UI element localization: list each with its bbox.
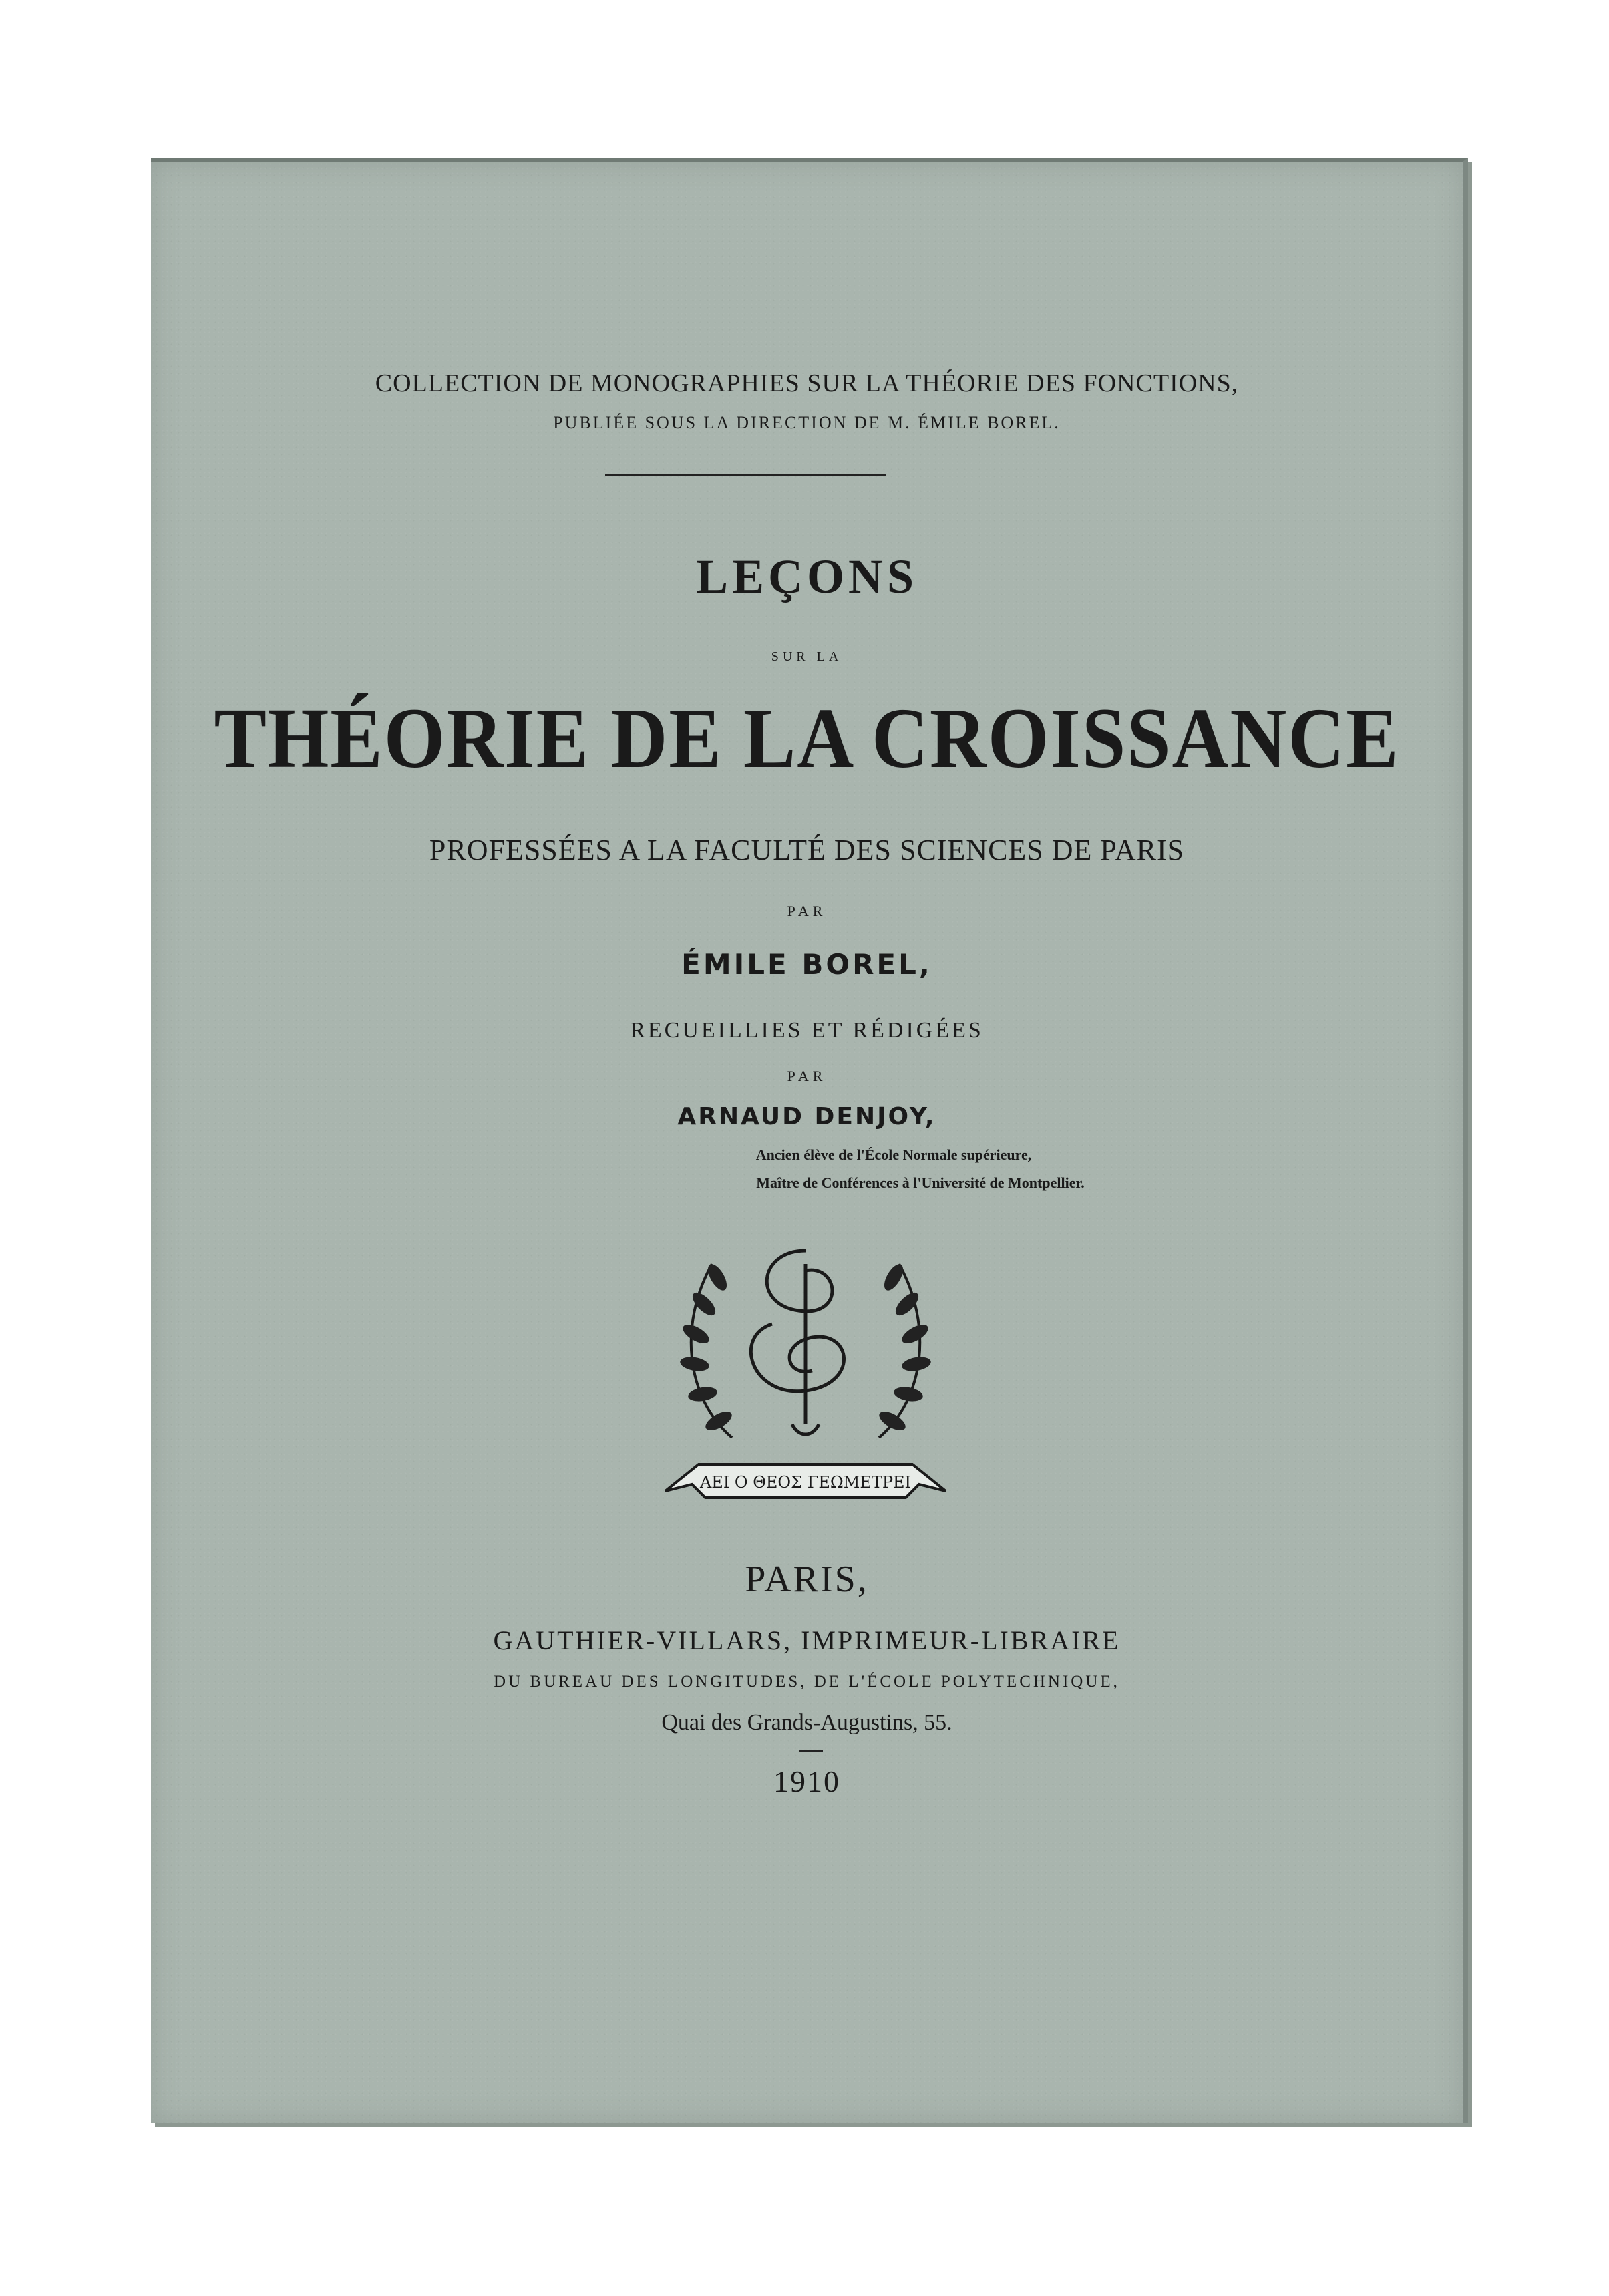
publisher-address: Quai des Grands-Augustins, 55. — [661, 1710, 952, 1735]
editor-note-1: Ancien élève de l'École Normale supérieure, — [755, 1146, 1032, 1163]
publisher-name: GAUTHIER-VILLARS, IMPRIMEUR-LIBRAIRE — [493, 1625, 1121, 1655]
series-line-2: PUBLIÉE SOUS LA DIRECTION DE M. ÉMILE BOREL. — [553, 413, 1061, 432]
series-line-1: COLLECTION DE MONOGRAPHIES SUR LA THÉORIE DES FONCTIONS, — [375, 369, 1239, 397]
main-title: THÉORIE DE LA CROISSANCE — [214, 691, 1400, 786]
title-top: LEÇONS — [695, 550, 918, 603]
subtitle: PROFESSÉES A LA FACULTÉ DES SCIENCES DE PARIS — [429, 834, 1185, 866]
top-divider — [605, 474, 886, 476]
year-divider — [799, 1750, 823, 1752]
book-cover — [151, 158, 1468, 2123]
title-connector: SUR LA — [771, 649, 843, 664]
author-name: ÉMILE BOREL, — [681, 948, 932, 981]
par-label-1: PAR — [787, 903, 827, 919]
editor-name: ARNAUD DENJOY, — [677, 1103, 936, 1130]
emblem-motto: ΑΕΙ Ο ΘΕΟΣ ΓΕΩΜΕΤΡΕΙ — [699, 1473, 912, 1492]
publication-year: 1910 — [773, 1764, 840, 1798]
publisher-emblem — [639, 1224, 972, 1518]
edited-label: RECUEILLIES ET RÉDIGÉES — [630, 1018, 984, 1043]
publisher-line-2: DU BUREAU DES LONGITUDES, DE L'ÉCOLE POLYTECHNIQUE, — [494, 1673, 1120, 1691]
publication-city: PARIS, — [745, 1559, 869, 1600]
editor-note-2: Maître de Conférences à l'Université de Montpellier. — [756, 1174, 1085, 1191]
par-label-2: PAR — [787, 1068, 827, 1084]
